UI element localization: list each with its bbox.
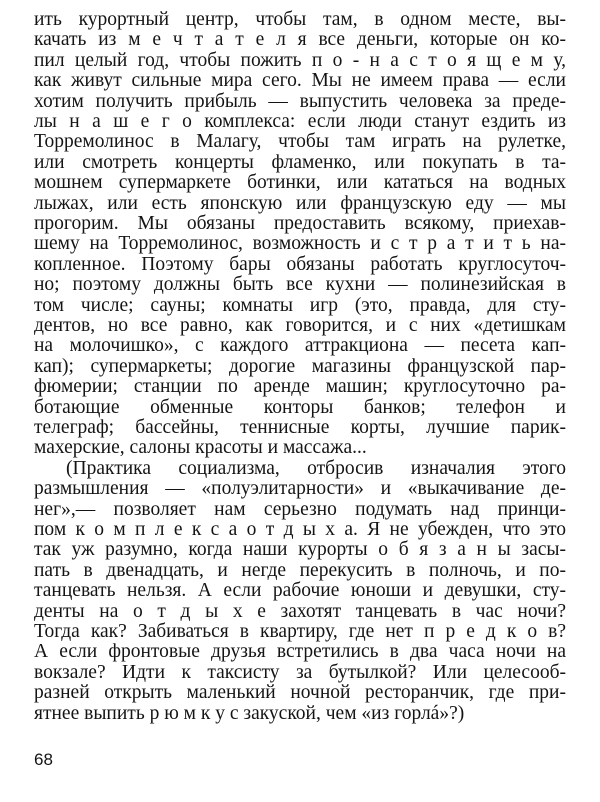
text-line: телеграф; бассейны, теннисные корты, лучшие парик-	[34, 417, 566, 438]
text-line: Торремолинос в Малагу, чтобы там играть на рулетке,	[34, 131, 566, 153]
text-line: лы н а ш е г о комплекса: если люди станут ездить из	[34, 111, 566, 132]
text-line: танцевать нельзя. А если рабочие юноши и девушки, сту-	[34, 580, 566, 602]
text-line: как живут сильные мира сего. Мы не имеем права — если	[34, 70, 566, 92]
text-line: копленное. Поэтому бары обязаны работать круглосуточ-	[34, 253, 566, 275]
text-line: размышления — «полуэлитарности» и «выкачивание де-	[34, 478, 566, 500]
text-line: дентов, но все равно, как говорится, и с них «детишкам	[34, 315, 566, 336]
text-line: фюмерии; станции по аренде машин; круглосуточно ра-	[34, 376, 566, 398]
text-line: качать из м е ч т а т е л я все деньги, которые он ко-	[34, 29, 566, 51]
text-line: пать в двенадцать, и негде перекусить в полночь, и по-	[34, 559, 566, 581]
text-line: А если фронтовые друзья встретились в два часа ночи на	[34, 641, 566, 663]
text-line: Тогда как? Забиваться в квартиру, где нет п р е д к о в?	[34, 621, 566, 642]
text-line: махерские, салоны красоты и массажа...	[34, 437, 367, 459]
text-line: вокзале? Идти к таксисту за бутылкой? Или целесооб-	[34, 661, 566, 683]
text-line: так уж разумно, когда наши курорты о б я з а н ы засы-	[34, 539, 566, 561]
text-line: на молочишко», с каждого аттракциона — песета кап-	[34, 335, 566, 357]
text-line: шему на Торремолинос, возможность и с т р а т и т ь на-	[34, 233, 566, 255]
text-line: мошнем супермаркете ботинки, или кататься на водных	[34, 172, 566, 194]
text-line: хотим получить прибыль — выпустить человека за преде-	[34, 90, 566, 112]
text-line: (Практика социализма, отбросив изначалия этого	[66, 457, 566, 479]
text-line: нег»,— позволяет нам серьезно подумать над принци-	[34, 498, 566, 520]
text-line: ятнее выпить р ю м к у с закуской, чем «из горлá»?)	[34, 702, 465, 724]
text-line: или смотреть концерты фламенко, или покупать в та-	[34, 151, 566, 173]
text-line: ботающие обменные конторы банков; телефон и	[34, 396, 566, 418]
text-line: прогорим. Мы обязаны предоставить всякому, приехав-	[34, 213, 566, 234]
text-line: кап); супермаркеты; дорогие магазины французской пар-	[34, 355, 566, 377]
text-line: денты на о т д ы х е захотят танцевать в час ночи?	[34, 600, 566, 622]
text-line: пил целый год, чтобы пожить п о - н а с т о я щ е м у,	[34, 49, 566, 71]
text-line: пом к о м п л е к с а о т д ы х а. Я не убежден, что это	[34, 519, 566, 540]
text-line: ить курортный центр, чтобы там, в одном месте, вы-	[34, 9, 566, 30]
text-line: лыжах, или есть японскую или французскую еду — мы	[34, 192, 566, 214]
text-line: но; поэтому должны быть все кухни — полинезийская в	[34, 274, 566, 296]
text-line: разней открыть маленький ночной ресторанчик, где при-	[34, 682, 566, 704]
text-line: том числе; сауны; комнаты игр (это, правда, для сту-	[34, 294, 566, 316]
page-number: 68	[34, 750, 53, 769]
